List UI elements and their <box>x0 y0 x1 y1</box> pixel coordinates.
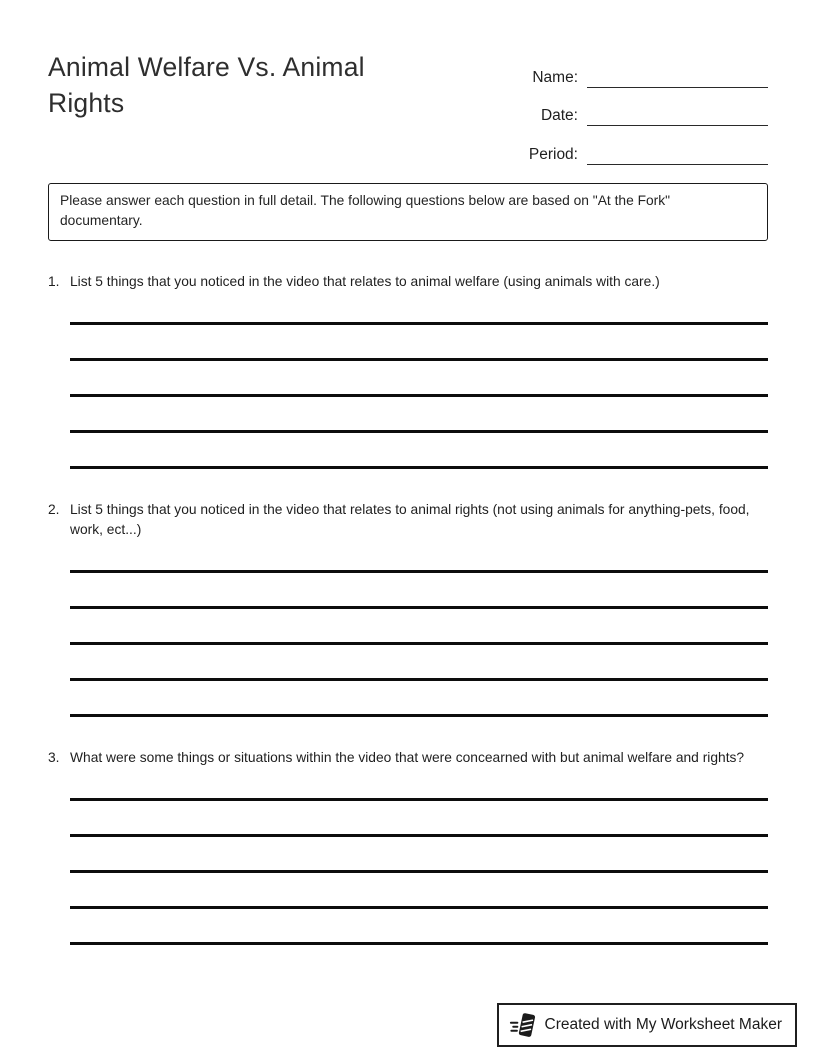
header <box>48 0 768 165</box>
answer-line <box>70 358 768 361</box>
question-number: 1. <box>48 273 60 289</box>
answer-line <box>70 906 768 909</box>
question-text: List 5 things that you noticed in the video that relates to animal rights (not using animals for anything-pets, food, work, ect...) <box>70 501 750 537</box>
answer-line <box>70 606 768 609</box>
date-field-blank-line <box>587 96 768 126</box>
question-block <box>48 748 768 945</box>
badge-text: Created with My Worksheet Maker <box>544 1016 782 1033</box>
questions-section <box>48 272 768 945</box>
answer-line <box>70 678 768 681</box>
instructions-box <box>48 183 768 241</box>
question-text-row <box>48 500 768 540</box>
answer-line <box>70 714 768 717</box>
answer-line <box>70 834 768 837</box>
name-field-label: Name: <box>532 68 578 86</box>
answer-line <box>70 798 768 801</box>
date-field-row <box>486 88 768 127</box>
answer-lines <box>70 322 768 469</box>
name-field-row <box>486 49 768 88</box>
answer-lines <box>70 570 768 717</box>
question-text-row <box>48 272 768 292</box>
answer-line <box>70 942 768 945</box>
date-field-label: Date: <box>540 107 578 124</box>
answer-line <box>70 394 768 397</box>
answer-line <box>70 430 768 433</box>
question-block <box>48 272 768 469</box>
worksheet-maker-logo-icon <box>509 1010 537 1040</box>
question-text-row <box>48 748 768 768</box>
worksheet-title: Animal Welfare Vs. Animal Rights <box>48 52 365 118</box>
name-field-blank-line <box>587 58 768 88</box>
question-number: 2. <box>48 501 60 517</box>
answer-line <box>70 870 768 873</box>
student-info-fields <box>486 49 768 165</box>
answer-line <box>70 466 768 469</box>
answer-lines <box>70 798 768 945</box>
question-text: List 5 things that you noticed in the video that relates to animal welfare (using animals with care.) <box>70 273 660 289</box>
answer-line <box>70 322 768 325</box>
worksheet-maker-badge <box>497 1003 797 1047</box>
question-text: What were some things or situations within the video that were concearned with but animal welfare and rights? <box>70 749 745 765</box>
period-field-label: Period: <box>528 145 578 163</box>
answer-line <box>70 642 768 645</box>
question-block <box>48 500 768 717</box>
answer-line <box>70 570 768 573</box>
period-field-blank-line <box>587 135 768 165</box>
question-number: 3. <box>48 749 60 765</box>
period-field-row <box>486 126 768 165</box>
instructions-text: Please answer each question in full detail. The following questions below are based on "At the Fork" documentary. <box>60 192 671 228</box>
